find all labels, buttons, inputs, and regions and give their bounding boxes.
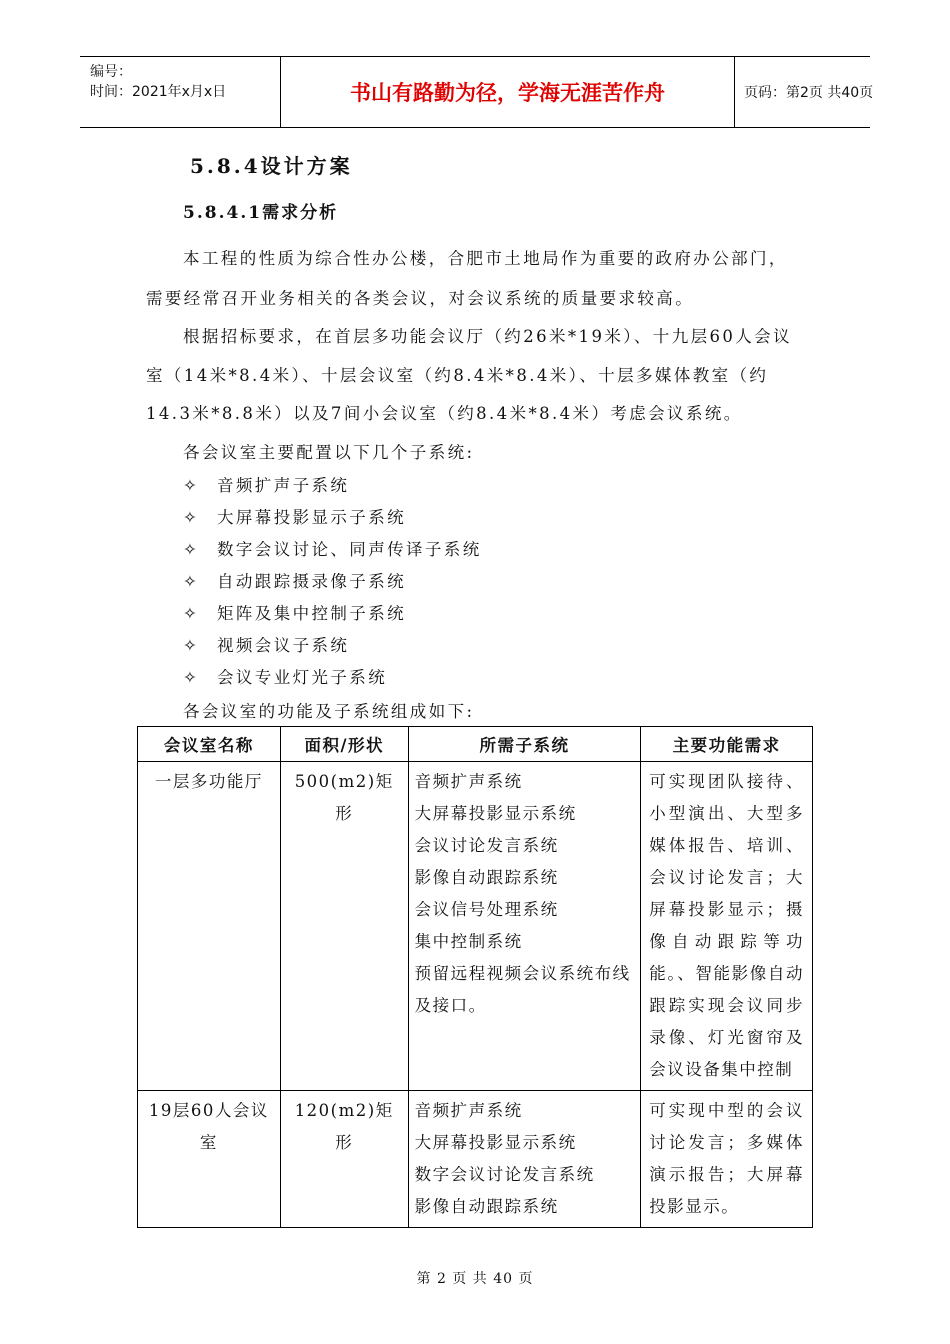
list-item bbox=[183, 600, 406, 624]
list-item bbox=[183, 504, 406, 528]
subsystem-line: 大屏幕投影显示系统 bbox=[414, 1133, 577, 1152]
area-cell: 120(m2)矩形 bbox=[280, 1091, 408, 1228]
list-item-label: 大屏幕投影显示子系统 bbox=[217, 508, 406, 527]
list-item bbox=[183, 568, 406, 592]
header-motto: 书山有路勤为径，学海无涯苦作舟 bbox=[280, 57, 735, 127]
subsystem-line: 会议信号处理系统 bbox=[414, 900, 559, 919]
paragraph-1-line-2: 需要经常召开业务相关的各类会议，对会议系统的质量要求较高。 bbox=[146, 289, 695, 308]
subsystem-line: 集中控制系统 bbox=[414, 932, 523, 951]
function-cell: 可实现中型的会议讨论发言；多媒体演示报告；大屏幕投影显示。 bbox=[641, 1091, 813, 1228]
page-footer: 第 2 页 共 40 页 bbox=[416, 1271, 534, 1287]
subsystems-cell bbox=[408, 762, 641, 1091]
paragraph-2-line-1: 根据招标要求，在首层多功能会议厅（约26米*19米）、十九层60人会议 bbox=[183, 327, 792, 346]
list-item-label: 矩阵及集中控制子系统 bbox=[217, 604, 406, 623]
list-item-label: 自动跟踪摄录像子系统 bbox=[217, 572, 406, 591]
room-name-cell: 19层60人会议室 bbox=[138, 1091, 281, 1228]
diamond-bullet-icon: ✧ bbox=[183, 604, 200, 623]
subsystem-line: 音频扩声系统 bbox=[414, 772, 523, 791]
header-functions: 主要功能需求 bbox=[641, 727, 813, 762]
subsystem-line: 影像自动跟踪系统 bbox=[414, 1197, 559, 1216]
table-intro: 各会议室的功能及子系统组成如下: bbox=[183, 702, 475, 721]
list-item bbox=[183, 632, 349, 656]
subsystem-line: 影像自动跟踪系统 bbox=[414, 868, 559, 887]
subsection-title: 5.8.4.1需求分析 bbox=[183, 203, 339, 223]
diamond-bullet-icon: ✧ bbox=[183, 572, 200, 591]
header-subsystems: 所需子系统 bbox=[408, 727, 641, 762]
meeting-room-table bbox=[137, 726, 813, 1228]
page-header bbox=[80, 56, 874, 128]
serial-label: 编号： bbox=[90, 64, 132, 80]
header-page-info: 页码：第2页 共40页 bbox=[744, 85, 874, 101]
list-item bbox=[183, 536, 482, 560]
subsystems-cell bbox=[408, 1091, 641, 1228]
list-item bbox=[183, 664, 387, 688]
paragraph-2-line-3: 14.3米*8.8米）以及7间小会议室（约8.4米*8.4米）考虑会议系统。 bbox=[146, 404, 743, 423]
subsystem-line: 预留远程视频会议系统布线及接口。 bbox=[414, 964, 631, 1015]
list-item-label: 会议专业灯光子系统 bbox=[217, 668, 388, 687]
subsystem-line: 会议讨论发言系统 bbox=[414, 836, 559, 855]
list-item-label: 视频会议子系统 bbox=[217, 636, 350, 655]
diamond-bullet-icon: ✧ bbox=[183, 476, 200, 495]
table-row bbox=[138, 762, 813, 1091]
subsystems-intro: 各会议室主要配置以下几个子系统: bbox=[183, 443, 475, 462]
subsystem-line: 大屏幕投影显示系统 bbox=[414, 804, 577, 823]
table-row bbox=[138, 1091, 813, 1228]
section-title: 5.8.4设计方案 bbox=[190, 154, 353, 178]
list-item bbox=[183, 472, 349, 496]
subsystem-line: 数字会议讨论发言系统 bbox=[414, 1165, 595, 1184]
header-meta bbox=[80, 57, 280, 127]
paragraph-1-line-1: 本工程的性质为综合性办公楼，合肥市土地局作为重要的政府办公部门， bbox=[183, 249, 788, 268]
table-header-row bbox=[138, 727, 813, 762]
diamond-bullet-icon: ✧ bbox=[183, 508, 200, 527]
paragraph-2-line-2: 室（14米*8.4米）、十层会议室（约8.4米*8.4米）、十层多媒体教室（约 bbox=[146, 366, 769, 385]
room-name-cell: 一层多功能厅 bbox=[138, 762, 281, 1091]
diamond-bullet-icon: ✧ bbox=[183, 540, 200, 559]
time-label: 时间：2021年x月x日 bbox=[90, 84, 227, 100]
list-item-label: 音频扩声子系统 bbox=[217, 476, 350, 495]
diamond-bullet-icon: ✧ bbox=[183, 636, 200, 655]
area-cell: 500(m2)矩形 bbox=[280, 762, 408, 1091]
header-area-shape: 面积/形状 bbox=[280, 727, 408, 762]
header-room-name: 会议室名称 bbox=[138, 727, 281, 762]
diamond-bullet-icon: ✧ bbox=[183, 668, 200, 687]
list-item-label: 数字会议讨论、同声传译子系统 bbox=[217, 540, 482, 559]
function-cell: 可实现团队接待、小型演出、大型多媒体报告、培训、会议讨论发言；大屏幕投影显示；摄像自动跟踪等功能。、智能影像自动跟踪实现会议同步录像、灯光窗帘及会议设备集中控制 bbox=[641, 762, 813, 1091]
subsystem-line: 音频扩声系统 bbox=[414, 1101, 523, 1120]
